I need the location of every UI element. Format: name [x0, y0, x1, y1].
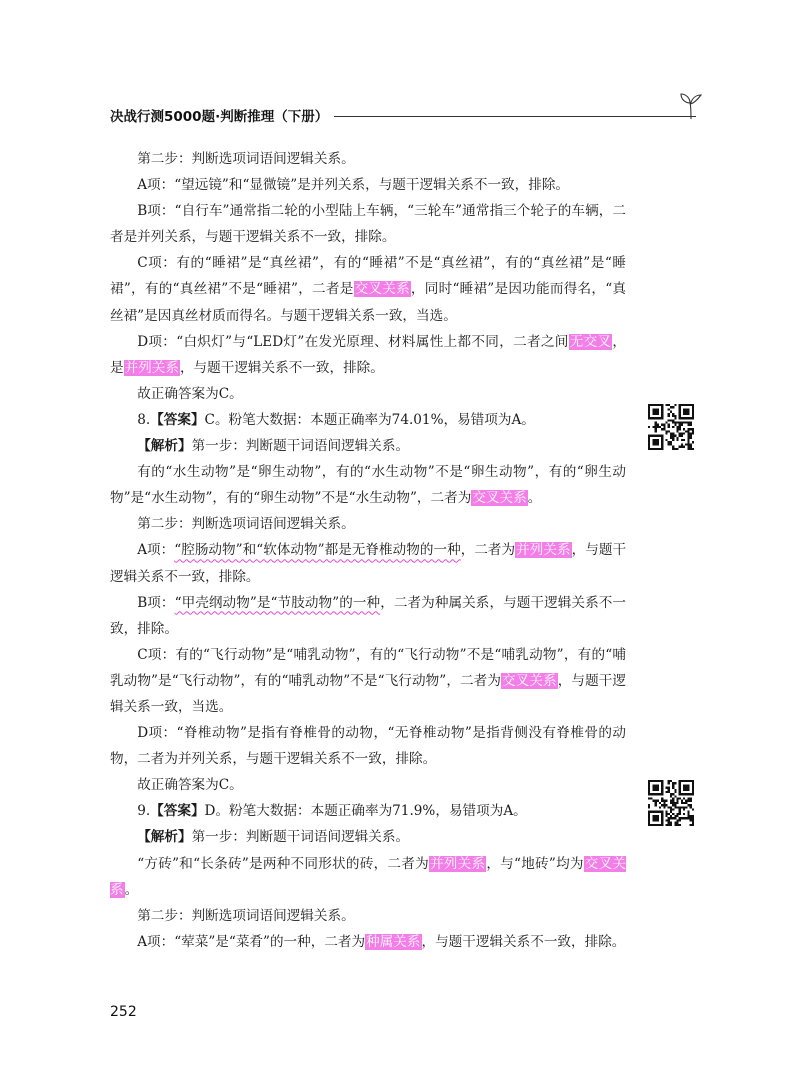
bold-label: 【答案】: [150, 803, 205, 820]
text-run: ，与题干逻辑关系不一致，排除。: [179, 359, 384, 376]
paragraph: [110, 798, 626, 824]
text-run: 故正确答案为C。: [137, 777, 243, 794]
text-run: A项：“望远镜”和“显微镜”是并列关系，与题干逻辑关系不一致，排除。: [137, 177, 570, 194]
bold-label: 【答案】: [150, 411, 205, 428]
text-run: ，同时“睡裙”是因功能而得名，“真丝裙”是因真丝材质而得名。与题干逻辑关系一致，当选。: [110, 281, 627, 324]
paragraph: [110, 903, 626, 929]
text-run: ，二者为种属关系，与题干逻辑关系不一致，排除。: [110, 594, 626, 637]
text-run: 故正确答案为C。: [137, 385, 243, 402]
text-run: A项：: [137, 542, 175, 559]
text-run: ，与题干逻辑关系不一致，排除。: [110, 542, 627, 585]
text-run: 8.: [137, 411, 151, 428]
highlighted-term: 种属关系: [366, 933, 421, 950]
text-run: ，与题干逻辑关系不一致，排除。: [421, 933, 626, 950]
paragraph: [110, 329, 626, 381]
qr-code-icon[interactable]: [648, 404, 694, 450]
text-run: D项：“白炽灯”与“LED灯”在发光原理、材料属性上都不同，二者之间: [137, 333, 569, 350]
text-run: D项：“脊椎动物”是指有脊椎骨的动物，“无脊椎动物”是指背侧没有脊椎骨的动物，二者为并列关系，与题干逻辑关系不一致，排除。: [110, 725, 626, 768]
text-run: 第二步：判断选项词语间逻辑关系。: [137, 516, 355, 533]
qr-code-icon[interactable]: [648, 780, 694, 826]
highlighted-term: 无交叉: [569, 333, 612, 350]
bold-label: 【解析】: [137, 438, 192, 455]
highlighted-term: 交叉关系: [354, 281, 410, 298]
text-run: “方砖”和“长条砖”是两种不同形状的砖，二者为: [137, 855, 429, 872]
highlighted-term: 并列关系: [124, 359, 179, 376]
paragraph: [110, 407, 626, 433]
text-run: D。粉笔大数据：本题正确率为71.9%，易错项为A。: [204, 803, 527, 820]
answer-explanation-text: [110, 146, 626, 955]
text-run: C项：有的“睡裙”是“真丝裙”，有的“睡裙”不是“真丝裙”，有的“真丝裙”是“睡裙”，有的“真丝裙”不是“睡裙”，二者是: [110, 255, 626, 298]
text-run: A项：“荤菜”是“菜肴”的一种，二者为: [137, 933, 366, 950]
paragraph: [110, 433, 626, 459]
paragraph: [110, 720, 626, 772]
highlighted-term: 并列关系: [429, 855, 486, 872]
text-run: 第二步：判断选项词语间逻辑关系。: [137, 151, 355, 167]
paragraph: [110, 146, 626, 172]
text-run: ，二者为: [460, 542, 516, 559]
wavy-underlined-text: “甲壳纲动物”是“节肢动物”的一种: [174, 594, 381, 611]
text-run: B项：: [137, 594, 175, 611]
highlighted-term: 交叉关系: [110, 855, 627, 898]
paragraph: [110, 172, 626, 198]
paragraph: [110, 537, 626, 589]
page-header: [110, 103, 696, 127]
text-run: 9.: [137, 803, 151, 820]
highlighted-term: 交叉关系: [502, 672, 557, 689]
paragraph: [110, 642, 626, 720]
text-run: 第二步：判断选项词语间逻辑关系。: [137, 907, 355, 924]
paragraph: [110, 381, 626, 407]
leaf-sprout-icon: [676, 91, 706, 121]
text-run: 有的“水生动物”是“卵生动物”，有的“水生动物”不是“卵生动物”，有的“卵生动物”是“水生动物”，有的“卵生动物”不是“水生动物”，二者为: [110, 464, 626, 507]
text-run: C。粉笔大数据：本题正确率为74.01%，易错项为A。: [204, 411, 535, 428]
paragraph: [110, 929, 626, 955]
paragraph: [110, 198, 626, 250]
paragraph: [110, 459, 626, 511]
bold-label: 【解析】: [137, 829, 192, 846]
text-run: ，与题干逻辑关系一致，当选。: [110, 672, 627, 715]
paragraph: [110, 511, 626, 537]
text-run: 第一步：判断题干词语间逻辑关系。: [191, 438, 410, 455]
page-number: 252: [110, 1004, 137, 1020]
text-run: ，是: [110, 333, 627, 376]
wavy-underlined-text: “腔肠动物”和“软体动物”都是无脊椎动物的一种: [174, 542, 461, 559]
text-run: 。: [124, 881, 139, 898]
text-run: ，与“地砖”均为: [486, 855, 584, 872]
paragraph: [110, 772, 626, 798]
text-run: B项：“自行车”通常指二轮的小型陆上车辆，“三轮车”通常指三个轮子的车辆，二者是并列关系，与题干逻辑关系不一致，排除。: [110, 203, 626, 246]
text-run: 第一步：判断题干词语间逻辑关系。: [191, 829, 410, 846]
highlighted-term: 交叉关系: [472, 490, 527, 507]
text-run: C项：有的“飞行动物”是“哺乳动物”，有的“飞行动物”不是“哺乳动物”，有的“哺乳动物”是“飞行动物”，有的“哺乳动物”不是“飞行动物”，二者为: [110, 646, 626, 689]
paragraph: [110, 250, 626, 328]
header-rule: [334, 116, 696, 117]
highlighted-term: 并列关系: [516, 542, 571, 559]
paragraph: [110, 590, 626, 642]
header-title: 决战行测5000题·判断推理（下册）: [110, 109, 329, 125]
text-run: 。: [527, 490, 542, 507]
paragraph: [110, 851, 626, 903]
paragraph: [110, 824, 626, 850]
